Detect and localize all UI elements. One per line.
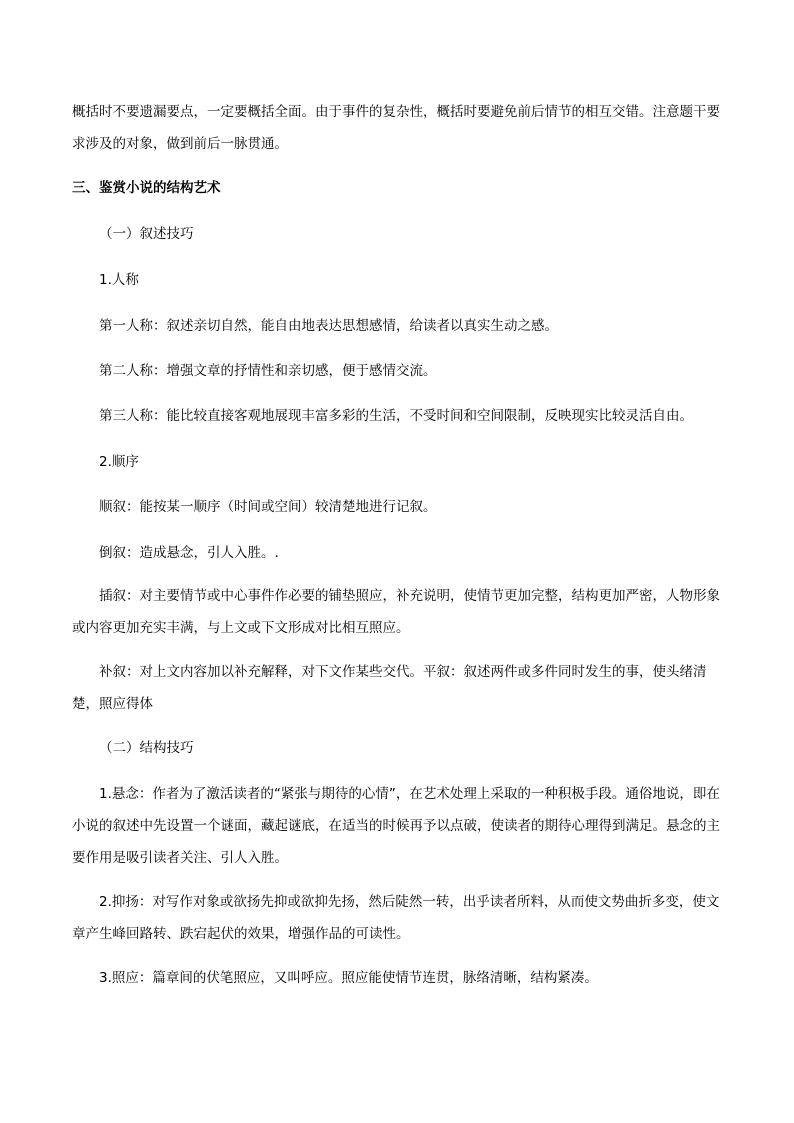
person-heading: 1.人称 [99, 272, 139, 288]
yiyang-paragraph: 2.抑扬：对写作对象或欲扬先抑或欲抑先扬，然后陡然一转，出乎读者所料，从而使文势曲折多变，使文章产生峰回路转、跌宕起伏的效果，增强作品的可读性。 [72, 894, 720, 942]
order-heading: 2.顺序 [99, 454, 139, 470]
first-person-paragraph: 第一人称：叙述亲切自然，能自由地表达思想感情，给读者以真实生动之感。 [99, 318, 558, 334]
shunxu-paragraph: 顺叙：能按某一顺序（时间或空间）较清楚地进行记叙。 [99, 499, 437, 515]
section-3-heading: 三、鉴赏小说的结构艺术 [72, 180, 221, 196]
second-person-paragraph: 第二人称：增强文章的抒情性和亲切感，便于感情交流。 [99, 363, 437, 379]
intro-paragraph: 概括时不要遗漏要点，一定要概括全面。由于事件的复杂性，概括时要避免前后情节的相互交错。注意题干要求涉及的对象，做到前后一脉贯通。 [72, 104, 720, 152]
suspense-paragraph: 1.悬念：作者为了激活读者的“紧张与期待的心情”，在艺术处理上采取的一种积极手段。通俗地说，即在小说的叙述中先设置一个谜面，藏起谜底，在适当的时候再予以点破，使读者的期待心理得到满足。悬念的主要作用是吸引读者关注、引人入胜。 [72, 786, 720, 866]
subsection-2-heading: （二）结构技巧 [99, 740, 194, 756]
third-person-paragraph: 第三人称：能比较直接客观地展现丰富多彩的生活，不受时间和空间限制，反映现实比较灵活自由。 [99, 408, 693, 424]
chaxu-paragraph: 插叙：对主要情节或中心事件作必要的铺垫照应，补充说明，使情节更加完整，结构更加严密，人物形象或内容更加充实丰满，与上文或下文形成对比相互照应。 [72, 588, 720, 636]
buxu-paragraph: 补叙：对上文内容加以补充解释，对下文作某些交代。平叙：叙述两件或多件同时发生的事，使头绪清楚，照应得体 [72, 664, 707, 712]
zhaoying-paragraph: 3.照应：篇章间的伏笔照应，又叫呼应。照应能使情节连贯，脉络清晰，结构紧凑。 [99, 970, 598, 986]
daoxu-paragraph: 倒叙：造成悬念，引人入胜。. [99, 545, 279, 561]
subsection-1-heading: （一）叙述技巧 [99, 226, 194, 242]
